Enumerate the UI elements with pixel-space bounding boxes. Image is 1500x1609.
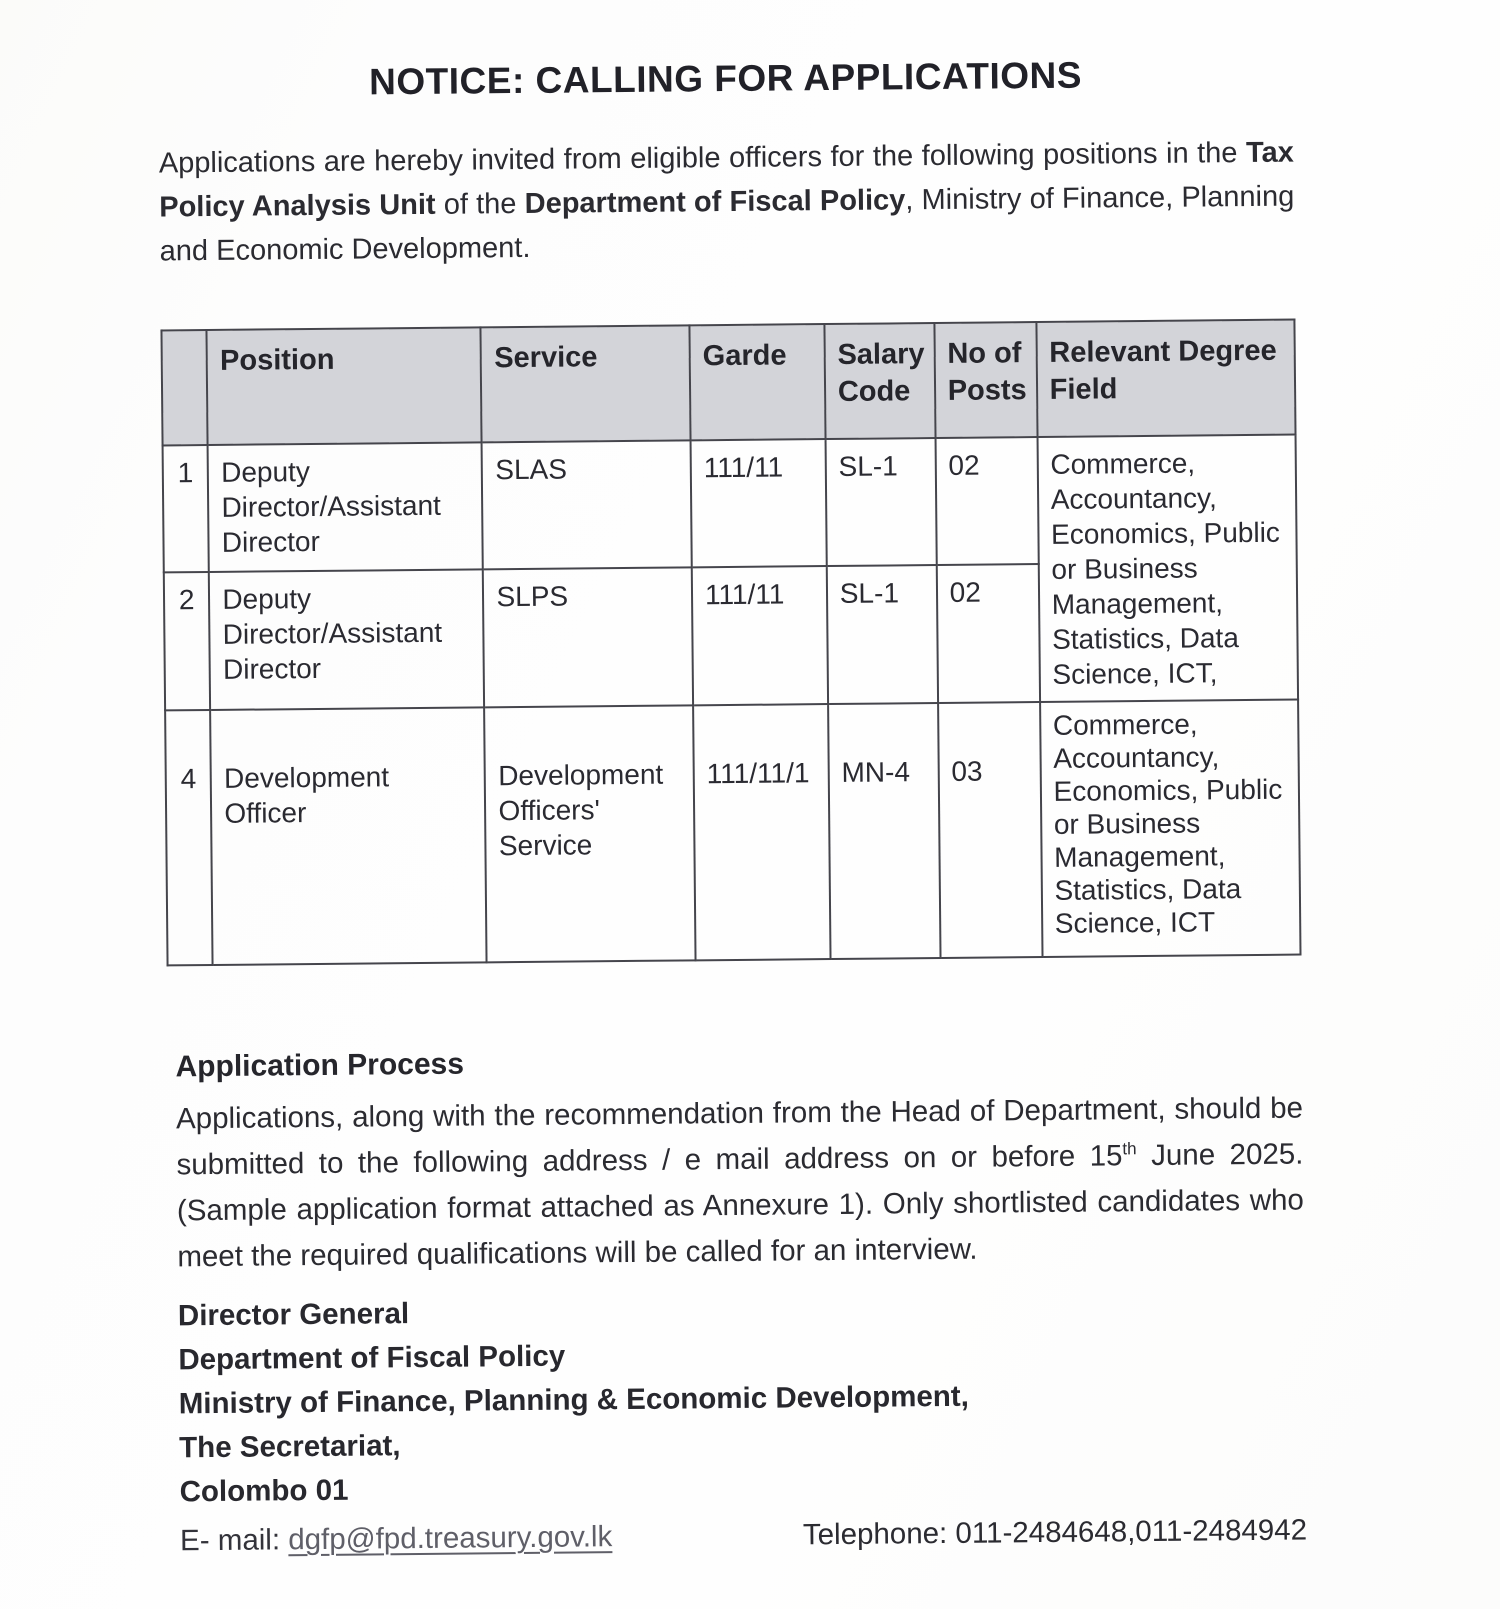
column-header-relevant-degree-field: Relevant Degree Field [1036,320,1295,437]
cell-position: Deputy Director/Assistant Director [208,442,483,572]
superscript-text: th [1122,1139,1137,1159]
bold-text-segment: Tax Policy Analysis Unit [159,136,1294,224]
cell-no: 1 [163,445,210,573]
application-process-heading: Application Process [175,1047,465,1084]
column-header-garde: Garde [689,324,825,440]
text-segment: Applications, along with the recommendation from the Head of Department, should be submitted to the following address / e mail address on or before 15 [175,1091,1304,1182]
positions-table [160,319,1301,967]
email-line [180,1514,613,1564]
table-row [165,700,1300,966]
cell-degree-field: Commerce, Accountancy, Economics, Public or Business Management, Statistics, Data Science, ICT, [1037,435,1298,702]
column-header-index [161,330,207,445]
cell-no: 4 [165,710,213,965]
cell-grade: 111/11/1 [693,704,830,960]
signature-line: The Secretariat, [179,1429,401,1465]
telephone-text: Telephone: 011-2484648,011-2484942 [802,1513,1308,1552]
column-header-no-of-posts: No of Posts [934,322,1037,438]
cell-no-of-posts: 02 [935,437,1038,565]
cell-grade: 111/11 [692,566,828,705]
bold-text-segment: Department of Fiscal Policy [524,184,906,220]
email-label: E- mail: [179,1523,281,1558]
cell-service: Development Officers' Service [485,705,696,962]
cell-salary-code: SL-1 [827,565,938,704]
signature-line: Ministry of Finance, Planning & Economic Development, [178,1379,969,1421]
application-process-paragraph [176,1086,1305,1281]
cell-service: SLPS [483,568,693,708]
column-header-service: Service [481,325,691,442]
email-link[interactable]: dgfp@fpd.treasury.gov.lk [288,1520,613,1557]
contact-row [180,1507,1307,1564]
signature-line: Director General [177,1297,410,1333]
text-segment: June 2025. (Sample application format attached as Annexure 1). Only shortlisted candidates who meet the required qualifications will be called for an interview. [176,1137,1305,1274]
intro-paragraph [159,131,1295,274]
page-title: NOTICE: CALLING FOR APPLICATIONS [368,54,1083,103]
cell-grade: 111/11 [690,439,826,568]
cell-no-of-posts: 03 [938,702,1042,958]
column-header-salary-code: Salary Code [824,323,935,439]
cell-degree-field: Commerce, Accountancy, Economics, Public or Business Management, Statistics, Data Science, ICT [1040,700,1301,957]
cell-salary-code: MN-4 [828,703,940,959]
table-body [163,435,1301,966]
cell-service: SLAS [482,440,692,569]
text-segment: of the [435,187,525,221]
signature-line: Colombo 01 [179,1473,349,1509]
cell-position: Deputy Director/Assistant Director [209,570,484,710]
cell-salary-code: SL-1 [825,438,936,566]
cell-no-of-posts: 02 [936,564,1039,703]
column-header-position: Position [207,327,482,445]
table-header-row [161,320,1295,446]
signature-line: Department of Fiscal Policy [178,1339,566,1377]
table-row [163,435,1297,573]
signature-block [178,1284,1307,1515]
cell-no: 2 [164,572,211,710]
cell-position: Development Officer [210,707,487,965]
text-segment: , Ministry of Finance, Planning and Economic Development. [159,180,1295,268]
text-segment: Applications are hereby invited from eligible officers for the following positions in the [158,137,1247,180]
